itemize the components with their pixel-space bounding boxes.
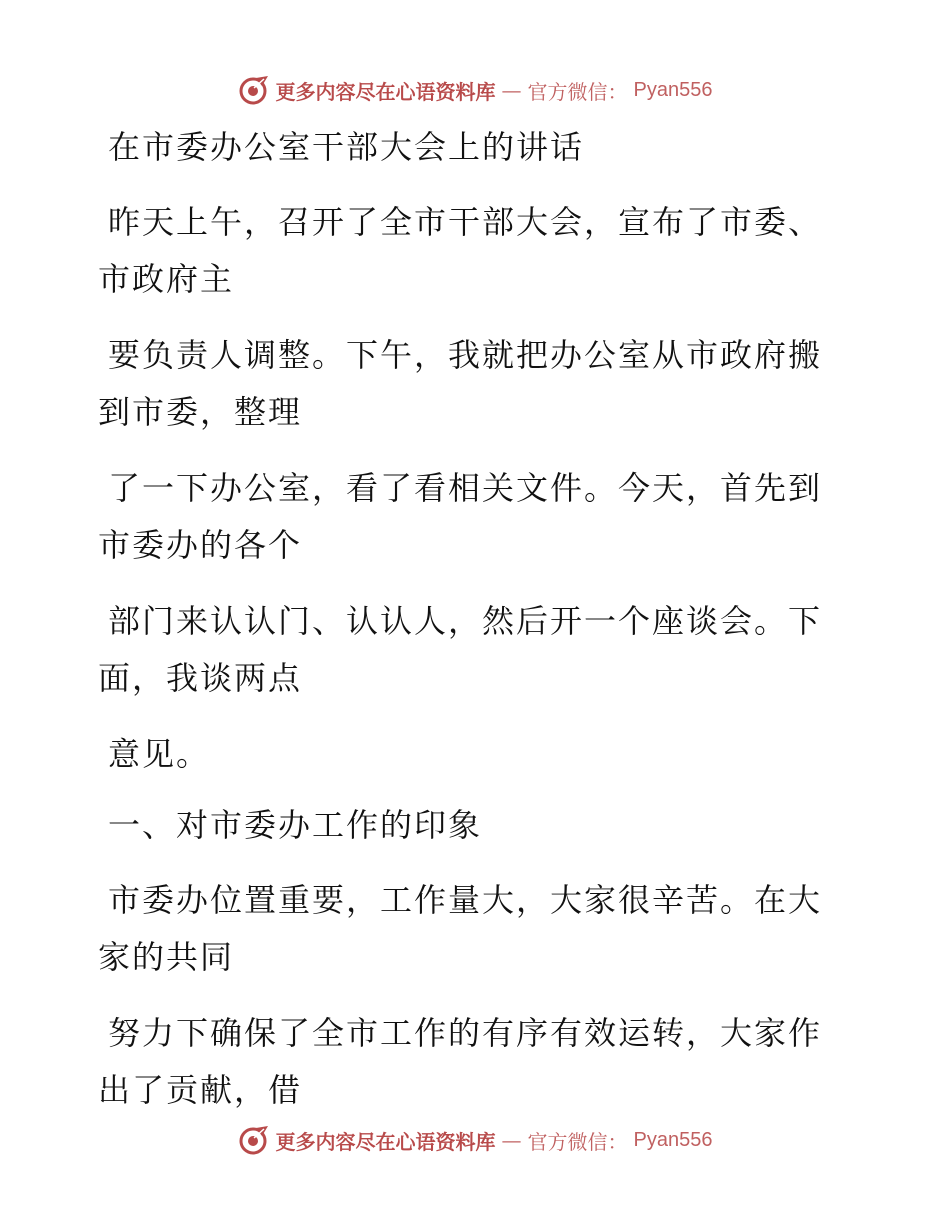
text-line: 意见。 — [108, 735, 211, 773]
text-line: 要负责人调整。下午，我就把办公室从市政府搬 — [108, 336, 823, 374]
banner-account-id: Pyan556 — [633, 1128, 713, 1151]
text-line: 市委办的各个 — [98, 526, 303, 564]
text-line: 努力下确保了全市工作的有序有效运转，大家作 — [108, 1014, 823, 1052]
banner-separator: — — [501, 78, 522, 102]
banner-label: 官方微信： — [527, 1129, 628, 1154]
text-line: 市政府主 — [98, 260, 235, 298]
text-line: 家的共同 — [98, 938, 235, 976]
text-line: 昨天上午，召开了全市干部大会，宣布了市委、 — [108, 203, 823, 241]
pen-circle-logo-icon — [238, 1124, 270, 1156]
text-line: 了一下办公室，看了看相关文件。今天，首先到 — [108, 469, 823, 507]
footer-banner — [0, 1120, 950, 1160]
text-line: 面，我谈两点 — [98, 659, 303, 697]
banner-account-id: Pyan556 — [633, 78, 713, 101]
header-banner — [0, 70, 950, 110]
text-line: 到市委，整理 — [98, 393, 303, 431]
banner-label: 官方微信： — [527, 79, 628, 104]
pen-circle-logo-icon — [238, 74, 270, 106]
banner-separator: — — [501, 1128, 522, 1152]
text-line: 市委办位置重要，工作量大，大家很辛苦。在大 — [108, 881, 823, 919]
text-line: 出了贡献，借 — [98, 1071, 303, 1109]
banner-main-text: 更多内容尽在心语资料库 — [275, 79, 496, 104]
section-heading: 一、对市委办工作的印象 — [108, 806, 483, 844]
document-title: 在市委办公室干部大会上的讲话 — [108, 128, 585, 166]
banner-main-text: 更多内容尽在心语资料库 — [275, 1129, 496, 1154]
text-line: 部门来认认门、认认人，然后开一个座谈会。下 — [108, 602, 823, 640]
